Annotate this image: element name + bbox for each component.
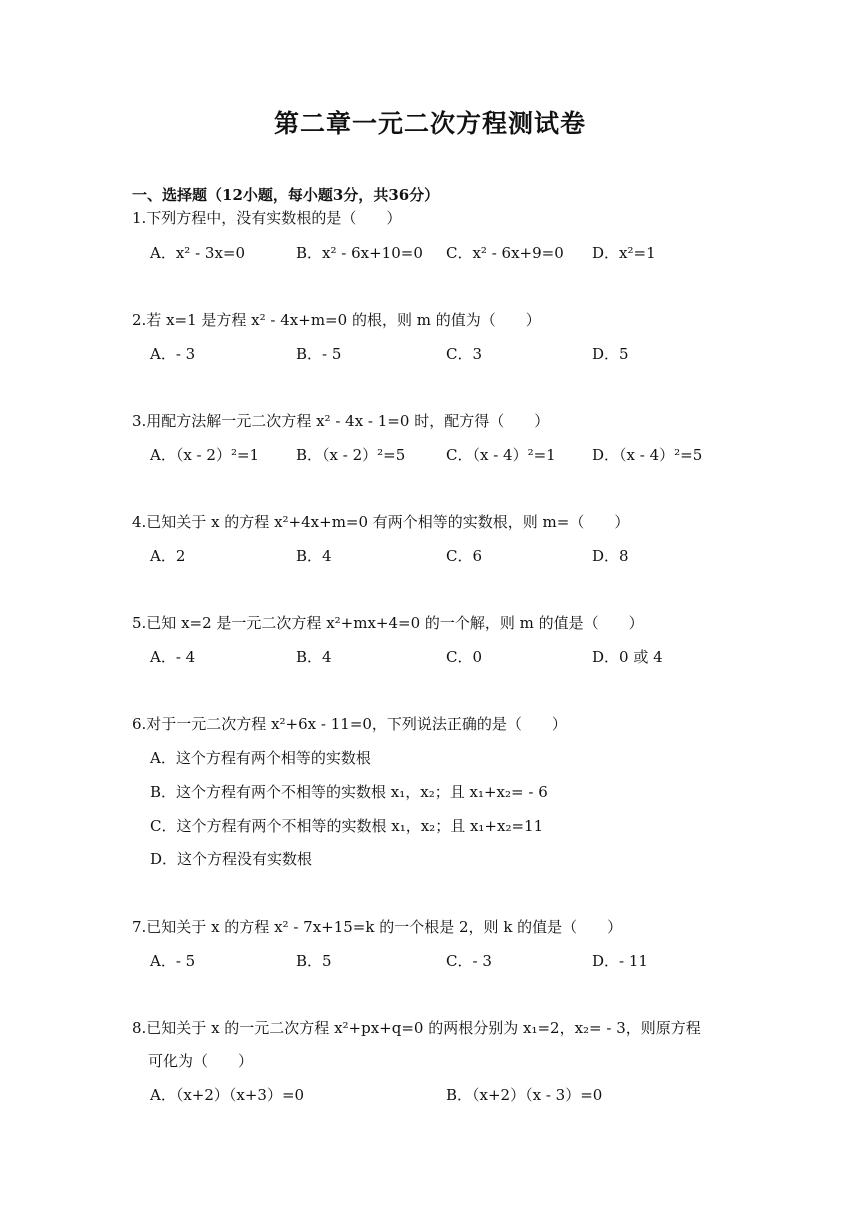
question-7-option-d: D．- 11 [592, 952, 648, 970]
question-5-stem: 5.已知 x=2 是一元二次方程 x²+mx+4=0 的一个解，则 m 的值是（ ） [132, 614, 644, 632]
question-2-option-b: B．- 5 [296, 345, 342, 363]
question-5-option-a: A．- 4 [150, 648, 196, 666]
question-3-option-a: A．（x - 2）²=1 [150, 446, 260, 464]
question-7-stem: 7.已知关于 x 的方程 x² - 7x+15=k 的一个根是 2，则 k 的值是（ ） [132, 918, 623, 936]
question-1-option-b: B．x² - 6x+10=0 [296, 244, 423, 262]
question-6-option-d: D．这个方程没有实数根 [150, 850, 313, 868]
question-5-option-b: B．4 [296, 648, 332, 666]
question-8-option-b: B．（x+2）（x - 3）=0 [446, 1086, 603, 1104]
question-8-option-a: A．（x+2）（x+3）=0 [150, 1086, 305, 1104]
question-6-option-a: A．这个方程有两个相等的实数根 [150, 749, 371, 767]
question-4-stem: 4.已知关于 x 的方程 x²+4x+m=0 有两个相等的实数根，则 m=（ ） [132, 513, 630, 531]
question-7-option-b: B．5 [296, 952, 332, 970]
question-7-option-a: A．- 5 [150, 952, 196, 970]
question-4-option-a: A．2 [150, 547, 186, 565]
question-3-stem: 3.用配方法解一元二次方程 x² - 4x - 1=0 时，配方得（ ） [132, 412, 550, 430]
question-4-option-b: B．4 [296, 547, 332, 565]
question-5-option-d: D．0 或 4 [592, 648, 663, 666]
question-6-stem: 6.对于一元二次方程 x²+6x - 11=0，下列说法正确的是（ ） [132, 715, 567, 733]
question-3-option-d: D．（x - 4）²=5 [592, 446, 703, 464]
question-2-option-d: D．5 [592, 345, 629, 363]
question-7-option-c: C．- 3 [446, 952, 492, 970]
question-3-option-b: B．（x - 2）²=5 [296, 446, 406, 464]
question-8-stem-continued: 可化为（ ） [148, 1052, 254, 1070]
question-2-stem: 2.若 x=1 是方程 x² - 4x+m=0 的根，则 m 的值为（ ） [132, 311, 541, 329]
question-3-option-c: C．（x - 4）²=1 [446, 446, 556, 464]
question-4-option-c: C．6 [446, 547, 483, 565]
question-5-option-c: C．0 [446, 648, 483, 666]
section-heading: 一、选择题（12小题，每小题3分，共36分） [132, 186, 440, 204]
question-4-option-d: D．8 [592, 547, 629, 565]
question-1-option-c: C．x² - 6x+9=0 [446, 244, 564, 262]
question-2-option-c: C．3 [446, 345, 483, 363]
question-8-stem: 8.已知关于 x 的一元二次方程 x²+px+q=0 的两根分别为 x₁=2，x₂= - 3，则原方程 [132, 1019, 701, 1037]
question-2-option-a: A．- 3 [150, 345, 196, 363]
question-6-option-b: B．这个方程有两个不相等的实数根 x₁，x₂；且 x₁+x₂= - 6 [150, 783, 548, 801]
question-1-stem: 1.下列方程中，没有实数根的是（ ） [132, 209, 402, 227]
question-6-option-c: C．这个方程有两个不相等的实数根 x₁，x₂；且 x₁+x₂=11 [150, 817, 544, 835]
page-title: 第二章一元二次方程测试卷 [273, 109, 586, 138]
question-1-option-a: A．x² - 3x=0 [150, 244, 246, 262]
question-1-option-d: D．x²=1 [592, 244, 656, 262]
